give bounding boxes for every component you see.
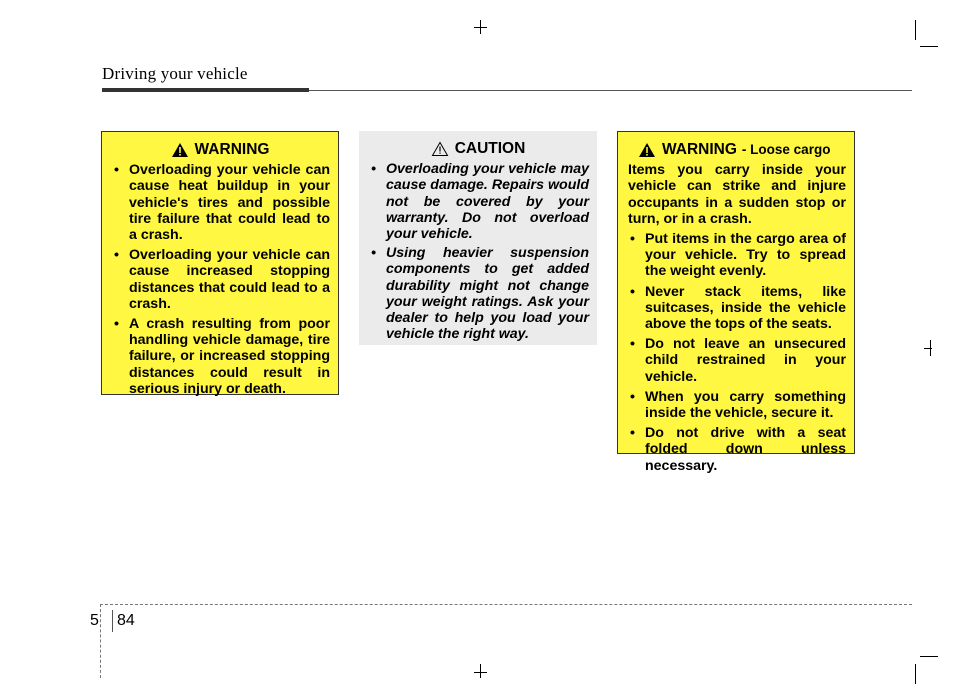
- list-item: • A crash resulting from poor handling vehicle damage, tire failure, or increased stopping distances could result in serious injury or death.: [114, 316, 330, 397]
- list-item: • Do not drive with a seat folded down unless necessary.: [630, 425, 846, 474]
- warning-triangle-icon: [171, 142, 189, 158]
- page-number: 84: [117, 612, 135, 629]
- loose-cargo-list: [626, 231, 846, 474]
- caution-title-text: CAUTION: [454, 140, 526, 157]
- loose-cargo-title: [626, 142, 846, 158]
- caution-list: [367, 161, 589, 342]
- crop-mark-bottom-center-arm: [474, 672, 487, 673]
- crop-mark-bottom-center: [480, 664, 481, 678]
- loose-cargo-subtitle: - Loose cargo: [741, 142, 831, 157]
- loose-cargo-intro: Items you carry inside your vehicle can strike and injure occupants in a sudden stop or turn, or in a crash.: [628, 162, 846, 227]
- loose-cargo-title-text: WARNING: [662, 141, 737, 158]
- running-header: Driving your vehicle: [102, 64, 248, 83]
- warning-title-text: WARNING: [194, 141, 270, 158]
- list-item: • Do not leave an unsecured child restrained in your vehicle.: [630, 336, 846, 385]
- caution-triangle-icon: [431, 141, 449, 157]
- list-item: • Never stack items, like suitcases, inside the vehicle above the tops of the seats.: [630, 284, 846, 333]
- caution-box-overloading: [359, 131, 597, 345]
- warning-triangle-icon: [638, 142, 656, 158]
- list-item: • Overloading your vehicle can cause heat buildup in your vehicle's tires and possible tire failure that could lead to a crash.: [114, 162, 330, 243]
- caution-box-title: [367, 141, 589, 157]
- footer-rule: [100, 604, 912, 605]
- warning-box-loose-cargo: [617, 131, 855, 474]
- list-item: • Put items in the cargo area of your vehicle. Try to spread the weight evenly.: [630, 231, 846, 280]
- crop-mark-top-right: [915, 20, 916, 40]
- list-item: • When you carry something inside the vehicle, secure it.: [630, 389, 846, 421]
- page-number-separator: [112, 610, 113, 632]
- footer-rule-vertical: [100, 604, 101, 678]
- crop-mark-top-center-arm: [474, 27, 487, 28]
- warning-box-overloading: [101, 131, 339, 395]
- section-number: 5: [90, 612, 99, 629]
- warning-box-title: [110, 142, 330, 158]
- crop-mark-top-right-h: [920, 46, 938, 47]
- list-item: • Using heavier suspension components to get added durability might not change your weight ratings. Ask your dealer to help you load your vehicle the right way.: [371, 245, 589, 342]
- list-item: • Overloading your vehicle can cause increased stopping distances that could lead to a crash.: [114, 247, 330, 312]
- crop-mark-right-middle-h: [924, 348, 932, 349]
- header-rule-accent: [102, 88, 309, 92]
- crop-mark-bottom-right-h: [920, 656, 938, 657]
- crop-mark-bottom-right: [915, 664, 916, 684]
- warning-list: [110, 162, 330, 397]
- list-item: • Overloading your vehicle may cause damage. Repairs would not be covered by your warranty. Do not overload your vehicle.: [371, 161, 589, 242]
